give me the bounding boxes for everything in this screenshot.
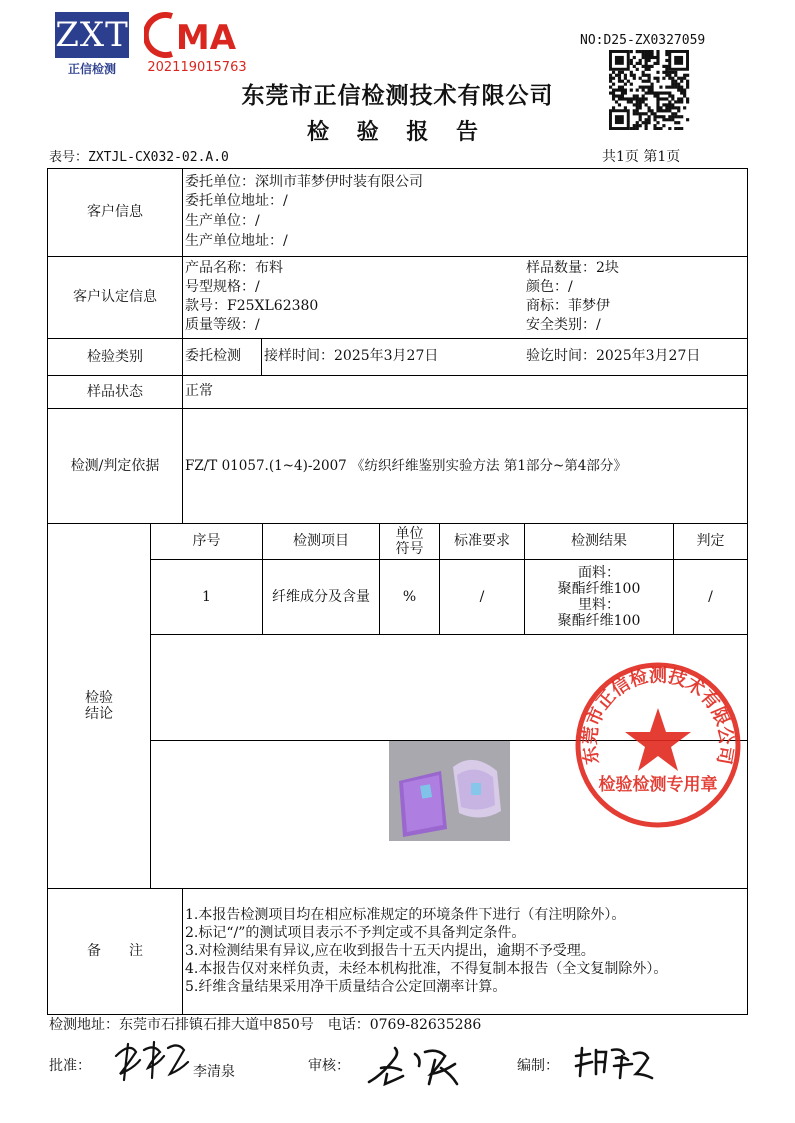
row-item: 纤维成分及含量: [272, 588, 370, 605]
producer-address: 生产单位地址：/: [185, 233, 288, 249]
row-result: [525, 560, 673, 634]
header-item: 检测项目: [293, 533, 349, 550]
sample-status-label: 样品状态: [87, 383, 143, 400]
header-seq: 序号: [192, 533, 221, 550]
review-label: 审核：: [308, 1058, 350, 1074]
safety-class: 安全类别：/: [526, 317, 601, 333]
result-line: 面料：: [578, 565, 620, 581]
official-stamp-icon: [573, 660, 743, 830]
cma-number: 202119015763: [147, 60, 247, 75]
received-date: 接样时间：2025年3月27日: [264, 348, 439, 364]
client-address: 委托单位地址：/: [185, 193, 288, 209]
completed-date: 验讫时间：2025年3月27日: [526, 348, 701, 364]
basis-value: FZ/T 01057.(1~4)-2007 《纺织纤维鉴别实验方法 第1部分~第4部分》: [185, 458, 627, 474]
header-result: 检测结果: [571, 533, 627, 550]
style-number: 款号：F25XL62380: [185, 298, 319, 314]
cma-logo-text: MA: [175, 18, 237, 58]
approver-signature-icon: [110, 1034, 192, 1084]
model-spec: 号型规格：/: [185, 279, 260, 295]
inspection-type-label: 检验类别: [87, 348, 143, 365]
header-standard: 标准要求: [454, 533, 510, 550]
approver-name: 李清泉: [193, 1064, 235, 1080]
form-number: 表号：ZXTJL-CX032-02.A.0: [49, 150, 229, 165]
remark-item: 1.本报告检测项目均在相应标准规定的环境条件下进行（有注明除外）。: [185, 907, 626, 923]
cma-logo: [144, 12, 248, 58]
zxt-logo: ZXT: [55, 12, 129, 58]
basis-label: 检测/判定依据: [70, 457, 160, 474]
remark-item: 4.本报告仅对来样负责，未经本机构批准，不得复制本报告（全文复制除外）。: [185, 961, 668, 977]
sample-status-value: 正常: [185, 383, 213, 399]
sample-quantity: 样品数量：2块: [526, 260, 619, 276]
header-judgement: 判定: [696, 533, 725, 550]
remark-item: 3.对检测结果有异议,应在收到报告十五天内提出，逾期不予受理。: [185, 943, 595, 959]
producer: 生产单位：/: [185, 213, 260, 229]
result-line: 聚酯纤维100: [557, 581, 641, 597]
result-line: 里料：: [578, 597, 620, 613]
page-info: 共1页 第1页: [602, 149, 681, 165]
company-name: 东莞市正信检测技术有限公司: [241, 83, 554, 109]
client-info-label: 客户信息: [87, 204, 143, 221]
approve-label: 批准：: [49, 1058, 91, 1074]
report-title: 检 验 报 告: [307, 120, 488, 145]
row-unit: %: [402, 588, 417, 605]
product-name: 产品名称：布料: [185, 260, 283, 276]
result-line: 聚酯纤维100: [557, 613, 641, 629]
row-judgement: /: [708, 588, 713, 605]
remark-item: 5.纤维含量结果采用净干质量结合公定回潮率计算。: [185, 979, 507, 995]
row-standard: /: [479, 588, 485, 605]
reviewer-signature-icon: [365, 1044, 463, 1088]
zxt-logo-subtitle: 正信检测: [67, 62, 116, 76]
header-unit: 单位 符号: [395, 525, 424, 557]
inspection-type-value: 委托检测: [185, 348, 241, 364]
test-address: 检测地址：东莞市石排镇石排大道中850号 电话：0769-82635286: [49, 1017, 482, 1033]
stamp-center-text: 检验检测专用章: [598, 775, 718, 795]
compile-label: 编制：: [517, 1058, 559, 1074]
compiler-signature-icon: [572, 1044, 654, 1082]
quality-grade: 质量等级：/: [185, 317, 260, 333]
remarks-label: 备 注: [87, 943, 143, 960]
remark-item: 2.标记“/”的测试项目表示不予判定或不具备判定条件。: [185, 925, 526, 941]
conclusion-label: 检验 结论: [85, 689, 113, 722]
product-info-label: 客户认定信息: [73, 289, 157, 306]
color: 颜色：/: [526, 279, 573, 295]
brand: 商标：菲梦伊: [526, 298, 610, 314]
report-number: NO:D25-ZX0327059: [580, 33, 706, 48]
stamp-ring-text: 东莞市正信检测技术有限公司: [579, 665, 737, 766]
sample-photo: [389, 741, 510, 841]
client-unit: 委托单位：深圳市菲梦伊时装有限公司: [185, 174, 423, 190]
row-seq: 1: [202, 588, 211, 605]
